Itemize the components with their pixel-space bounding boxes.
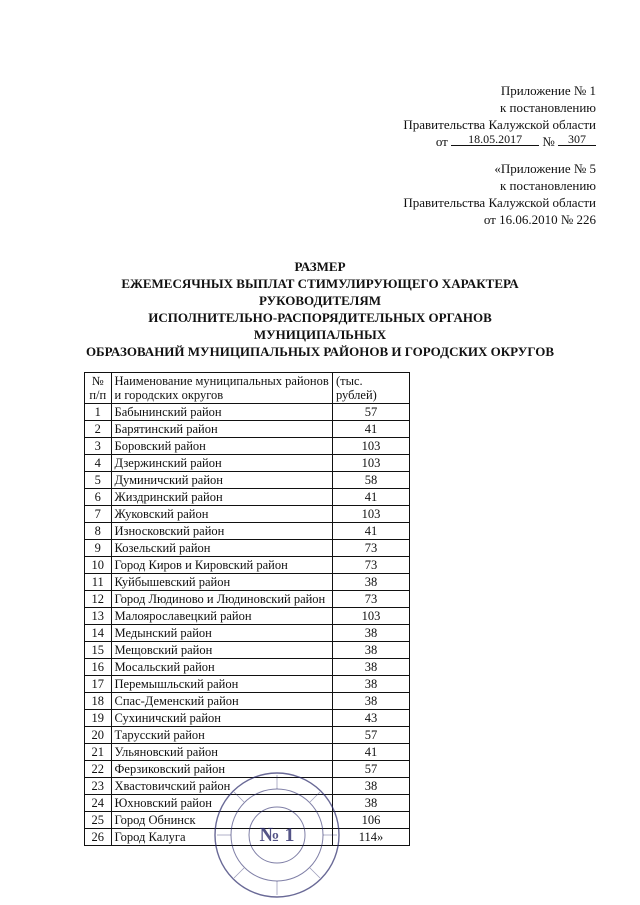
row-name: Ульяновский район (111, 744, 332, 761)
row-name: Город Людиново и Людиновский район (111, 591, 332, 608)
original-appendix-date: от 16.06.2010 № 226 (483, 212, 596, 227)
appendix-resolution: к постановлению (499, 100, 596, 115)
table-row (85, 557, 410, 574)
row-name: Дзержинский район (111, 455, 332, 472)
row-number: 8 (85, 523, 112, 540)
table-row (85, 693, 410, 710)
row-number: 10 (85, 557, 112, 574)
row-name: Спас-Деменский район (111, 693, 332, 710)
row-value: 38 (332, 625, 409, 642)
row-name: Куйбышевский район (111, 574, 332, 591)
row-value: 57 (332, 727, 409, 744)
table-row (85, 744, 410, 761)
row-value: 41 (332, 421, 409, 438)
table-row (85, 472, 410, 489)
row-number: 2 (85, 421, 112, 438)
row-name: Малоярославецкий район (111, 608, 332, 625)
row-number: 5 (85, 472, 112, 489)
row-name: Бабынинский район (111, 404, 332, 421)
row-value: 38 (332, 642, 409, 659)
table-row (85, 421, 410, 438)
row-value: 57 (332, 404, 409, 421)
row-name: Ферзиковский район (111, 761, 332, 778)
row-name: Боровский район (111, 438, 332, 455)
row-name: Износковский район (111, 523, 332, 540)
table-row (85, 574, 410, 591)
row-number: 25 (85, 812, 112, 829)
table-row (85, 829, 410, 846)
table-row (85, 523, 410, 540)
row-name: Мосальский район (111, 659, 332, 676)
row-number: 17 (85, 676, 112, 693)
document-title (20, 258, 620, 360)
original-appendix-government: Правительства Калужской области (403, 195, 596, 210)
from-label: от (435, 134, 448, 149)
row-value: 114» (332, 829, 409, 846)
row-value: 103 (332, 455, 409, 472)
row-number: 13 (85, 608, 112, 625)
row-name: Жуковский район (111, 506, 332, 523)
row-number: 20 (85, 727, 112, 744)
title-line-5: МУНИЦИПАЛЬНЫХ (253, 327, 387, 342)
table-row (85, 455, 410, 472)
row-number: 18 (85, 693, 112, 710)
table-row (85, 812, 410, 829)
table-row (85, 710, 410, 727)
original-appendix-resolution: к постановлению (499, 178, 596, 193)
header-num: № п/п (85, 373, 112, 404)
appendix-government: Правительства Калужской области (403, 117, 596, 132)
row-name: Козельский район (111, 540, 332, 557)
title-line-2: ЕЖЕМЕСЯЧНЫХ ВЫПЛАТ СТИМУЛИРУЮЩЕГО ХАРАКТЕРА (121, 276, 519, 291)
row-value: 103 (332, 608, 409, 625)
row-value: 38 (332, 778, 409, 795)
table-row (85, 438, 410, 455)
row-name: Город Обнинск (111, 812, 332, 829)
row-value: 38 (332, 676, 409, 693)
seal-number: № 1 (259, 824, 295, 846)
row-number: 3 (85, 438, 112, 455)
no-label: № (542, 134, 555, 149)
title-line-6: ОБРАЗОВАНИЙ МУНИЦИПАЛЬНЫХ РАЙОНОВ И ГОРОДСКИХ ОКРУГОВ (85, 344, 555, 359)
table-row (85, 761, 410, 778)
table-row (85, 778, 410, 795)
date-field: 18.05.2017 (451, 133, 539, 146)
table-row (85, 676, 410, 693)
row-number: 4 (85, 455, 112, 472)
row-value: 43 (332, 710, 409, 727)
row-number: 21 (85, 744, 112, 761)
table-row (85, 489, 410, 506)
row-value: 58 (332, 472, 409, 489)
row-name: Перемышльский район (111, 676, 332, 693)
table-row (85, 506, 410, 523)
table-row (85, 625, 410, 642)
row-number: 1 (85, 404, 112, 421)
row-number: 16 (85, 659, 112, 676)
title-line-1: РАЗМЕР (294, 259, 346, 274)
title-line-4: ИСПОЛНИТЕЛЬНО-РАСПОРЯДИТЕЛЬНЫХ ОРГАНОВ (148, 310, 492, 325)
row-number: 7 (85, 506, 112, 523)
row-number: 24 (85, 795, 112, 812)
header-amount: (тыс. рублей) (332, 373, 409, 404)
appendix-date-line (403, 133, 596, 150)
number-field: 307 (558, 133, 596, 146)
table-row (85, 659, 410, 676)
row-name: Барятинский район (111, 421, 332, 438)
row-name: Хвастовичский район (111, 778, 332, 795)
row-number: 26 (85, 829, 112, 846)
row-number: 12 (85, 591, 112, 608)
row-value: 73 (332, 591, 409, 608)
header-name: Наименование муниципальных районов и городских округов (111, 373, 332, 404)
row-number: 22 (85, 761, 112, 778)
row-value: 41 (332, 489, 409, 506)
row-value: 38 (332, 659, 409, 676)
row-number: 15 (85, 642, 112, 659)
row-number: 9 (85, 540, 112, 557)
row-number: 11 (85, 574, 112, 591)
row-value: 57 (332, 761, 409, 778)
row-name: Сухиничский район (111, 710, 332, 727)
row-name: Юхновский район (111, 795, 332, 812)
row-value: 41 (332, 523, 409, 540)
row-number: 23 (85, 778, 112, 795)
row-value: 38 (332, 795, 409, 812)
appendix-number: Приложение № 1 (500, 83, 596, 98)
row-value: 73 (332, 557, 409, 574)
row-value: 38 (332, 574, 409, 591)
row-name: Тарусский район (111, 727, 332, 744)
row-value: 103 (332, 438, 409, 455)
table-row (85, 642, 410, 659)
payments-table (84, 372, 410, 846)
table-row (85, 540, 410, 557)
table-row (85, 795, 410, 812)
row-value: 41 (332, 744, 409, 761)
original-appendix-number: «Приложение № 5 (494, 161, 596, 176)
row-name: Мещовский район (111, 642, 332, 659)
row-name: Город Киров и Кировский район (111, 557, 332, 574)
row-value: 73 (332, 540, 409, 557)
table-row (85, 727, 410, 744)
table-row (85, 404, 410, 421)
table-body (85, 404, 410, 846)
row-name: Медынский район (111, 625, 332, 642)
row-value: 106 (332, 812, 409, 829)
row-value: 103 (332, 506, 409, 523)
title-line-3: РУКОВОДИТЕЛЯМ (258, 293, 382, 308)
row-number: 6 (85, 489, 112, 506)
table-row (85, 591, 410, 608)
row-name: Думиничский район (111, 472, 332, 489)
original-appendix-header (403, 160, 596, 228)
row-name: Город Калуга (111, 829, 332, 846)
row-name: Жиздринский район (111, 489, 332, 506)
row-value: 38 (332, 693, 409, 710)
row-number: 14 (85, 625, 112, 642)
appendix-header (403, 82, 596, 150)
table-header-row (85, 373, 410, 404)
table-row (85, 608, 410, 625)
row-number: 19 (85, 710, 112, 727)
